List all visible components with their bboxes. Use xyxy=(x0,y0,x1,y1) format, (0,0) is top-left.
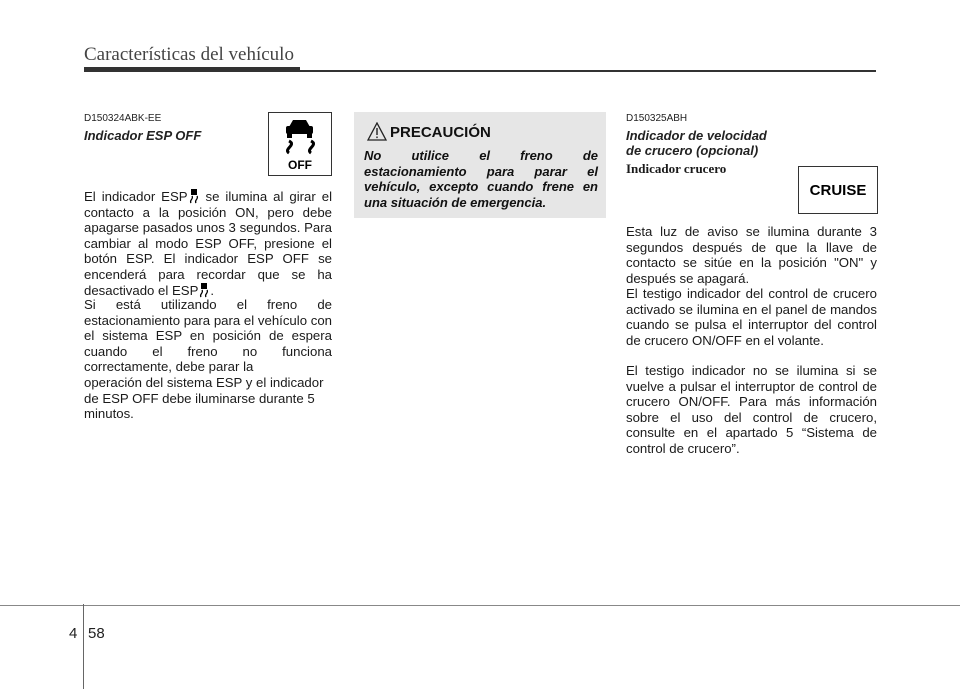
section-subtitle: Indicador ESP OFF xyxy=(84,128,202,143)
footer-rule xyxy=(0,605,960,606)
page-number: 58 xyxy=(88,625,105,642)
section-subtitle-line-1: Indicador de velocidad xyxy=(626,128,767,143)
section-code: D150324ABK-EE xyxy=(84,113,162,124)
page-header-title: Características del vehículo xyxy=(84,44,294,65)
esp-paragraph-3: operación del sistema ESP y el indicador de ESP OFF debe iluminarse durante 5 xyxy=(84,375,324,406)
esp-indicator-icon xyxy=(189,189,199,204)
header-rule xyxy=(84,70,876,72)
chapter-number: 4 xyxy=(69,625,78,642)
section-code: D150325ABH xyxy=(626,113,688,124)
cruise-paragraph-2: El testigo indicador del control de crucero activado se ilumina en el panel de mandos cuando se pulsa el interruptor del control de crucero ON/OFF en el volante. xyxy=(626,286,877,348)
warning-triangle-icon xyxy=(367,122,387,142)
esp-paragraph-1-middle: se ilumina al girar el contacto a la posición ON, pero debe apagarse pasados unos 3 segundos. Para cambiar al modo ESP OFF, presione el botón ESP. El indicador ESP OFF se encenderá para recordar que se ha desactivado el ESP xyxy=(84,189,332,298)
cruise-indicator-label: Indicador crucero xyxy=(626,161,727,176)
esp-paragraph-2: Si está utilizando el freno de estacionamiento para para el vehículo con el sistema ESP en posición de espera cuando el freno no funciona correctamente, debe parar la xyxy=(84,297,332,375)
esp-indicator-icon xyxy=(199,283,209,298)
caution-text: No utilice el freno de estacionamiento para parar el vehículo, excepto cuando frene en una situación de emergencia. xyxy=(364,148,598,210)
cruise-paragraph-3: El testigo indicador no se ilumina si se vuelve a pulsar el interruptor de control de crucero ON/OFF. Para más información sobre el uso del control de crucero, consulte en el apartado 5 “Sistema de control de crucero”. xyxy=(626,363,877,456)
esp-off-icon xyxy=(268,112,332,176)
section-subtitle xyxy=(626,128,767,158)
esp-paragraph-1 xyxy=(84,189,332,298)
caution-title: PRECAUCIÓN xyxy=(390,124,491,141)
footer-divider xyxy=(83,604,84,689)
cruise-paragraph-1: Esta luz de aviso se ilumina durante 3 segundos después de que la llave de contacto se sitúe en la posición "ON" y después se apagará. xyxy=(626,224,877,286)
cruise-icon: CRUISE xyxy=(798,166,878,214)
section-subtitle-line-2: de crucero (opcional) xyxy=(626,143,759,158)
esp-paragraph-4: minutos. xyxy=(84,406,134,421)
esp-off-label: OFF xyxy=(288,158,312,172)
esp-paragraph-1-start: El indicador ESP xyxy=(84,189,188,204)
esp-paragraph-1-end: . xyxy=(210,282,215,298)
caution-box xyxy=(354,112,606,218)
